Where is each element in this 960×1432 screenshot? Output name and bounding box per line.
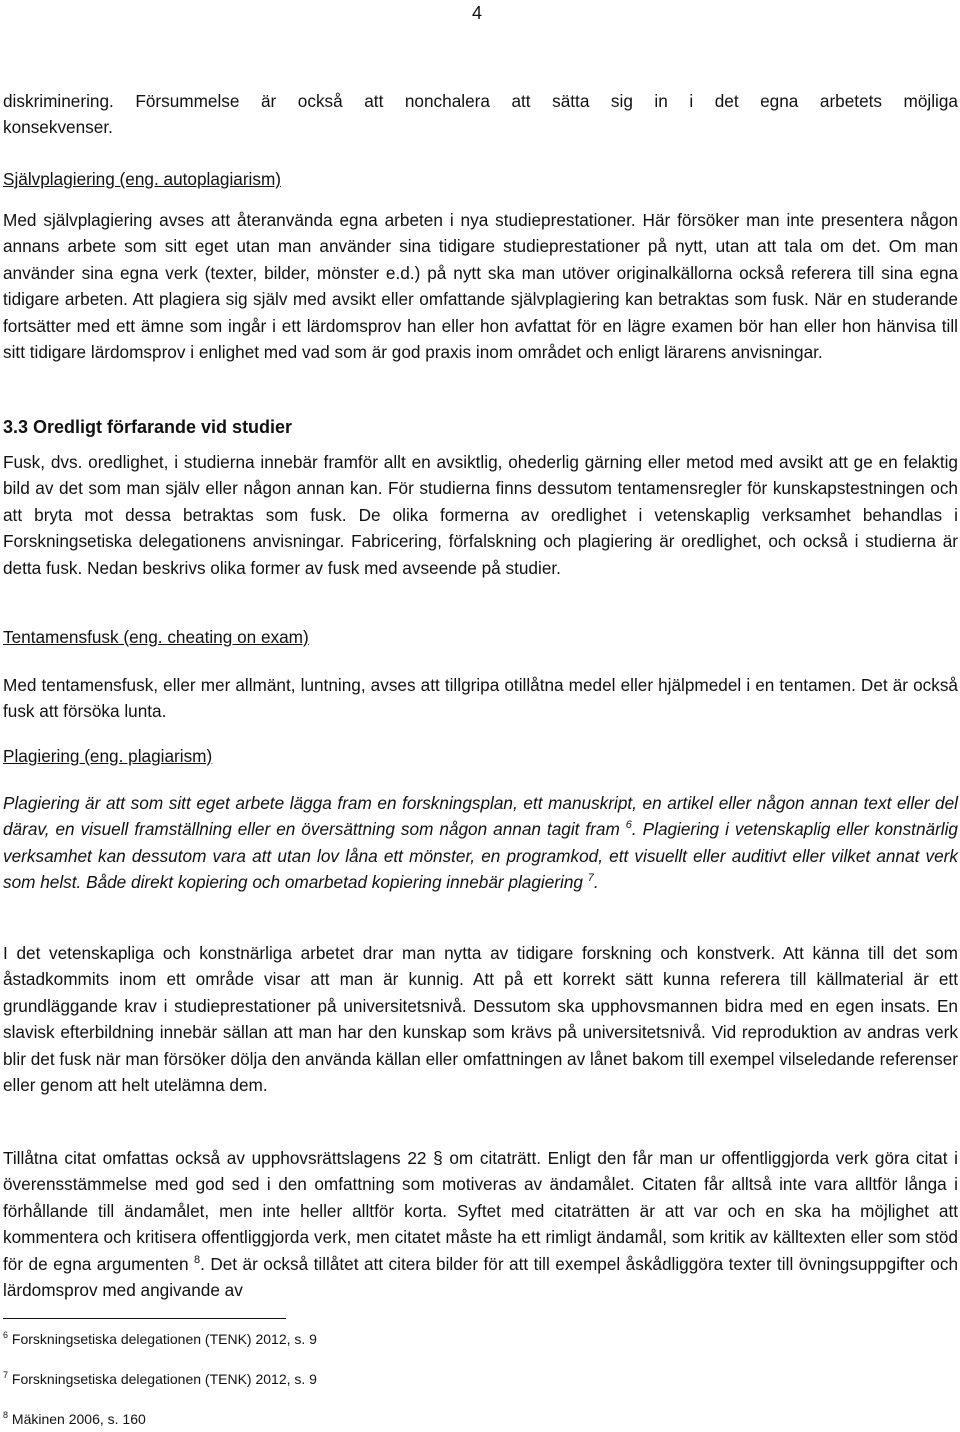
footnote-text: Mäkinen 2006, s. 160 bbox=[11, 1411, 146, 1427]
exam-cheating-heading: Tentamensfusk (eng. cheating on exam) bbox=[3, 627, 309, 647]
footnote-number: 8 bbox=[3, 1410, 9, 1420]
continued-paragraph bbox=[3, 88, 958, 141]
paragraph-3-part-2: . Det är också tillåtet att citera bilder för att till exempel åskådliggöra texter till övningsuppgifter och lärdomsprov med angivande av bbox=[3, 1253, 959, 1301]
footnote-ref-7: 7 bbox=[587, 872, 594, 885]
footnote bbox=[3, 1410, 146, 1428]
exam-cheating-paragraph: Med tentamensfusk, eller mer allmänt, luntning, avses att tillgripa otillåtna medel eller hjälpmedel i en tentamen. Det är också fusk att försöka lunta. bbox=[3, 675, 958, 722]
footnote-ref-8: 8 bbox=[193, 1253, 201, 1266]
section-heading: 3.3 Oredligt förfarande vid studier bbox=[3, 417, 293, 437]
footnote bbox=[3, 1330, 317, 1348]
footnote-number: 7 bbox=[3, 1370, 9, 1380]
plagiarism-paragraph-3 bbox=[3, 1145, 958, 1303]
footnote-text: Forskningsetiska delegationen (TENK) 2012, s. 9 bbox=[11, 1371, 317, 1387]
footnote-number: 6 bbox=[3, 1330, 9, 1340]
plagiarism-definition: Plagiering är att som sitt eget arbete lägga fram en forskningsplan, ett manuskript, en artikel eller någon annan text eller del därav, en visuell framställning eller en översättning som någon annan tagit fram $^6$. Plagiering i vetenskaplig eller konstnärlig verksamhet kan dessutom vara att utan lov låna ett mönster, en programkod, ett visuellt eller auditivt eller vilket annat verk som helst. Både direkt kopiering och omarbetad kopiering innebär plagiering $^7$. bbox=[3, 793, 958, 893]
paragraph-3-part-1: Tillåtna citat omfattas också av upphovsrättslagens 22 § om citaträtt. Enligt den får man ur offentliggjorda verk göra citat i överensstämmelse med god sed i den omfattning som motiveras av ändamålet. Citaten får alltså inte vara alltför långa i förhållande till ändamålet, men inte heller alltför korta. Syftet med citaträtten är att var och en ska ha möjlighet att kommentera och kritisera offentliggjorda verk, men citatet måste ha ett rimligt ändamål, som kritik av källtexten eller som stöd för de egna argumenten bbox=[3, 1148, 958, 1274]
plagiarism-paragraph-2: I det vetenskapliga och konstnärliga arbetet drar man nytta av tidigare forskning och konstverk. Att känna till det som åstadkommits inom ett område visar att man är kunnig. Att på ett korrekt sätt kunna referera till källmaterial är ett grundläggande krav i studieprestationer på universitetsnivå. Dessutom ska upphovsmannen bidra med en egen insats. En slavisk efterbildning innebär sällan att man har den kunskap som krävs på universitetsnivå. Vid reproduktion av andras verk blir det fusk när man försöker dölja den använda källan eller omfattningen av lånet bakom till exempel vilseledande referenser eller genom att helt utelämna dem. bbox=[3, 943, 958, 1096]
footnote-divider bbox=[3, 1318, 286, 1319]
self-plagiarism-paragraph: Med självplagiering avses att återanvända egna arbeten i nya studieprestationer. Här försöker man inte presentera någon annans arbete som sitt eget utan man använder sina tidigare studieprestationer på nytt, utan att tala om det. Om man använder sina egna verk (texter, bilder, mönster e.d.) på nytt ska man utöver originalkällorna också referera till sina egna tidigare arbeten. Att plagiera sig själv med avsikt eller omfattande självplagiering kan betraktas som fusk. När en studerande fortsätter med ett ämne som ingår i ett lärdomsprov han eller hon avfattat för en lägre examen bör han eller hon hänvisa till sitt tidigare lärdomsprov i enlighet med vad som är god praxis inom området och enligt lärarens anvisningar. bbox=[3, 210, 958, 363]
footnote-text: Forskningsetiska delegationen (TENK) 2012, s. 9 bbox=[11, 1331, 317, 1347]
section-paragraph: Fusk, dvs. oredlighet, i studierna innebär framför allt en avsiktlig, ohederlig gärning eller metod med avsikt att ge en felaktig bild av det som man själv eller någon annan kan. För studierna finns dessutom tentamensregler för kunskapstestningen och att bryta mot dessa betraktas som fusk. De olika formerna av oredlighet i vetenskaplig verksamhet behandlas i Forskningsetiska delegationens anvisningar. Fabricering, förfalskning och plagiering är oredlighet, och också i studierna är detta fusk. Nedan beskrivs olika former av fusk med avseende på studier. bbox=[3, 452, 958, 578]
definition-part-1: Plagiering är att som sitt eget arbete lägga fram en forskningsplan, ett manuskript, en artikel eller någon annan text eller del därav, en visuell framställning eller en översättning som någon annan tagit fram bbox=[3, 793, 958, 840]
footnote bbox=[3, 1370, 317, 1388]
footnote-ref-6: 6 bbox=[625, 819, 632, 832]
definition-part-2: Plagiering i vetenskaplig eller konstnärlig verksamhet kan dessutom vara att utan lov låna ett mönster, en programkod, ett visuellt eller auditivt eller vilket annat verk som helst. Både direkt kopiering och omarbetad kopiering innebär plagiering bbox=[3, 819, 958, 893]
self-plagiarism-heading: Självplagiering (eng. autoplagiarism) bbox=[3, 169, 282, 189]
continued-line-2: konsekvenser. bbox=[3, 117, 113, 138]
continued-line-1: diskriminering. Försummelse är också att nonchalera att sätta sig in i det egna arbetets möjliga bbox=[3, 91, 958, 111]
page-number: 4 bbox=[471, 3, 482, 23]
plagiarism-heading: Plagiering (eng. plagiarism) bbox=[3, 746, 213, 766]
